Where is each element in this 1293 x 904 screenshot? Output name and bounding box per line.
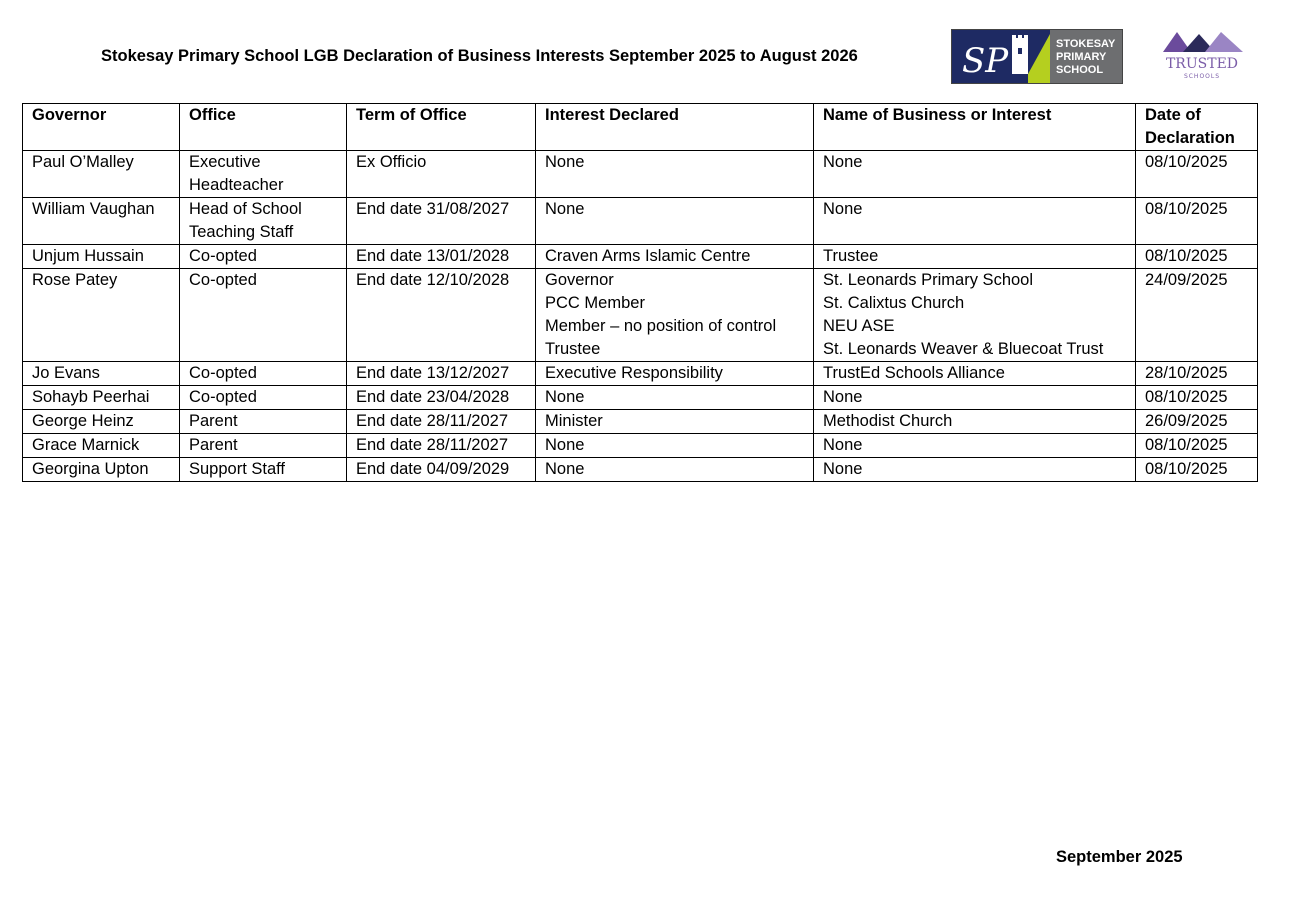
cell-office: Parent	[180, 410, 347, 434]
svg-text:SCHOOLS: SCHOOLS	[1183, 73, 1221, 80]
cell-business: Methodist Church	[814, 410, 1136, 434]
cell-office: Executive Headteacher	[180, 151, 347, 198]
cell-date: 08/10/2025	[1136, 151, 1258, 198]
table-row	[23, 151, 1258, 198]
cell-date: 28/10/2025	[1136, 362, 1258, 386]
cell-interest: None	[536, 198, 814, 245]
cell-interest: None	[536, 151, 814, 198]
cell-term: End date 23/04/2028	[347, 386, 536, 410]
cell-interest: Minister	[536, 410, 814, 434]
svg-text:PRIMARY: PRIMARY	[1056, 51, 1107, 63]
header-date-of-declaration: Date of Declaration	[1136, 104, 1258, 151]
cell-office: Parent	[180, 434, 347, 458]
svg-text:TRUSTED: TRUSTED	[1165, 56, 1239, 72]
cell-term: End date 28/11/2027	[347, 410, 536, 434]
svg-text:STOKESAY: STOKESAY	[1056, 38, 1116, 50]
cell-interest: Craven Arms Islamic Centre	[536, 245, 814, 269]
cell-term: End date 13/01/2028	[347, 245, 536, 269]
trusted-schools-logo	[1155, 28, 1250, 86]
cell-governor: Grace Marnick	[23, 434, 180, 458]
cell-date: 08/10/2025	[1136, 386, 1258, 410]
cell-office: Head of School Teaching Staff	[180, 198, 347, 245]
castle-icon	[1012, 35, 1028, 74]
cell-business: None	[814, 458, 1136, 482]
table-row	[23, 362, 1258, 386]
cell-business: None	[814, 386, 1136, 410]
table-row	[23, 269, 1258, 362]
cell-governor: Sohayb Peerhai	[23, 386, 180, 410]
cell-interest: None	[536, 458, 814, 482]
cell-date: 08/10/2025	[1136, 245, 1258, 269]
cell-governor: William Vaughan	[23, 198, 180, 245]
cell-office: Co-opted	[180, 269, 347, 362]
cell-term: End date 31/08/2027	[347, 198, 536, 245]
cell-governor: Unjum Hussain	[23, 245, 180, 269]
footer-date: September 2025	[1056, 848, 1183, 866]
cell-office: Co-opted	[180, 245, 347, 269]
cell-interest: None	[536, 434, 814, 458]
cell-term: End date 28/11/2027	[347, 434, 536, 458]
table-row	[23, 434, 1258, 458]
cell-date: 08/10/2025	[1136, 458, 1258, 482]
cell-governor: Rose Patey	[23, 269, 180, 362]
cell-governor: Georgina Upton	[23, 458, 180, 482]
cell-business: St. Leonards Primary School St. Calixtus Church NEU ASE St. Leonards Weaver & Bluecoat Trust	[814, 269, 1136, 362]
cell-office: Co-opted	[180, 386, 347, 410]
cell-date: 08/10/2025	[1136, 198, 1258, 245]
declaration-table	[22, 103, 1258, 482]
cell-office: Support Staff	[180, 458, 347, 482]
table-row	[23, 386, 1258, 410]
table-row	[23, 198, 1258, 245]
header-governor: Governor	[23, 104, 180, 151]
cell-interest: None	[536, 386, 814, 410]
cell-governor: Jo Evans	[23, 362, 180, 386]
header-interest-declared: Interest Declared	[536, 104, 814, 151]
cell-business: Trustee	[814, 245, 1136, 269]
cell-date: 24/09/2025	[1136, 269, 1258, 362]
table-header-row	[23, 104, 1258, 151]
stokesay-primary-school-logo	[951, 29, 1123, 84]
header-business-name: Name of Business or Interest	[814, 104, 1136, 151]
cell-interest: Governor PCC Member Member – no position of control Trustee	[536, 269, 814, 362]
cell-date: 26/09/2025	[1136, 410, 1258, 434]
cell-business: TrustEd Schools Alliance	[814, 362, 1136, 386]
header-term-of-office: Term of Office	[347, 104, 536, 151]
cell-term: End date 12/10/2028	[347, 269, 536, 362]
table-row	[23, 410, 1258, 434]
cell-date: 08/10/2025	[1136, 434, 1258, 458]
cell-governor: George Heinz	[23, 410, 180, 434]
cell-term: End date 04/09/2029	[347, 458, 536, 482]
cell-business: None	[814, 151, 1136, 198]
svg-text:SCHOOL: SCHOOL	[1056, 64, 1104, 76]
cell-interest: Executive Responsibility	[536, 362, 814, 386]
cell-governor: Paul O’Malley	[23, 151, 180, 198]
table-row	[23, 458, 1258, 482]
cell-term: Ex Officio	[347, 151, 536, 198]
table-row	[23, 245, 1258, 269]
logo-monogram: SP	[962, 41, 1009, 81]
cell-term: End date 13/12/2027	[347, 362, 536, 386]
document-title: Stokesay Primary School LGB Declaration of Business Interests September 2025 to August 2026	[101, 47, 858, 65]
cell-office: Co-opted	[180, 362, 347, 386]
header-office: Office	[180, 104, 347, 151]
cell-business: None	[814, 198, 1136, 245]
cell-business: None	[814, 434, 1136, 458]
